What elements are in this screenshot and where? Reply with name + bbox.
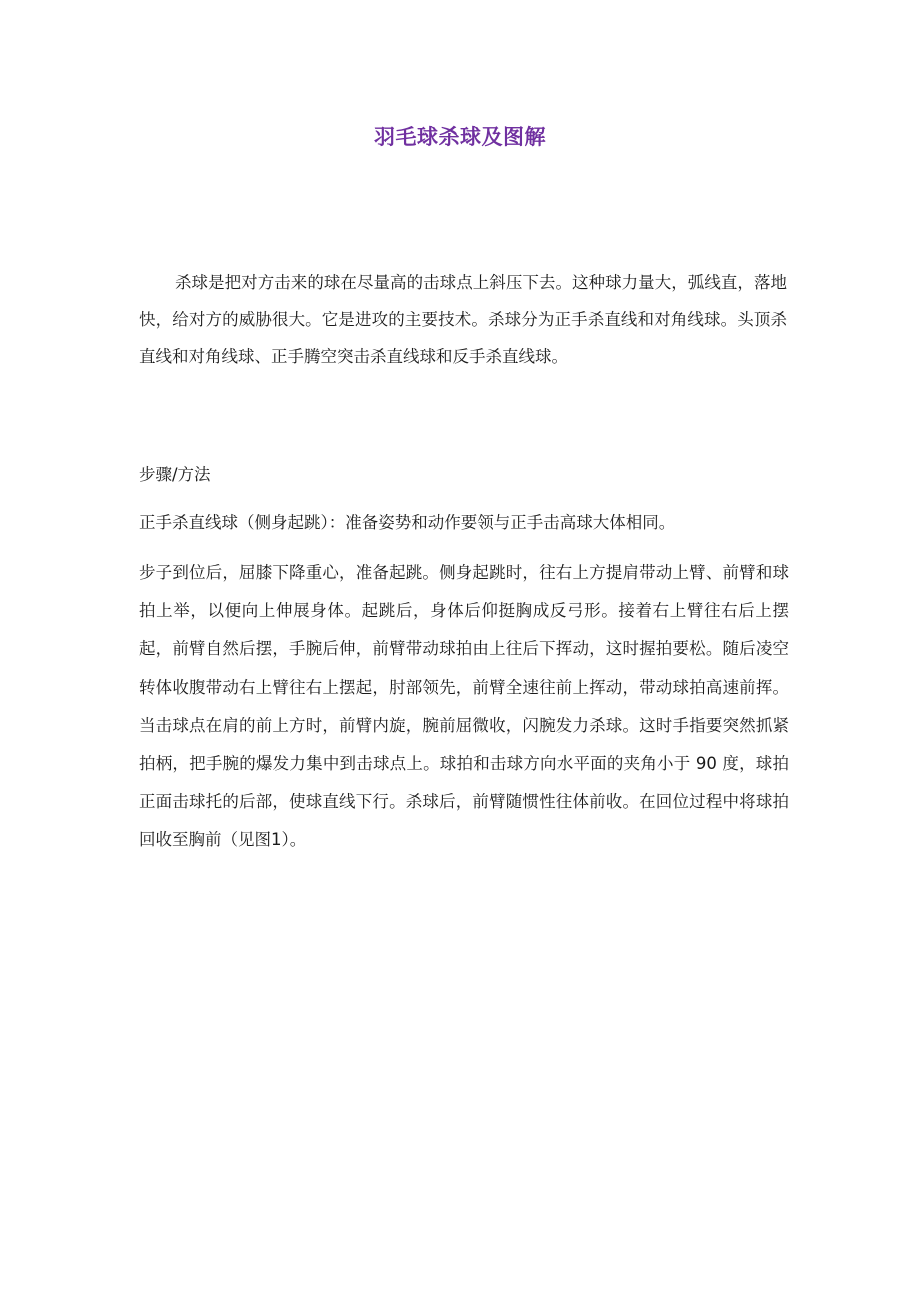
section-heading: 步骤/方法 bbox=[139, 465, 211, 484]
body-paragraph: 步子到位后，屈膝下降重心，准备起跳。侧身起跳时，往右上方提肩带动上臂、前臂和球拍上举，以便向上伸展身体。起跳后，身体后仰挺胸成反弓形。接着右上臂往右后上摆起，前臂自然后摆，手腕后伸，前臂带动球拍由上往后下挥动，这时握拍要松。随后凌空转体收腹带动右上臂往右上摆起，肘部领先，前臂全速往前上挥动，带动球拍高速前挥。当击球点在肩的前上方时，前臂内旋，腕前屈微收，闪腕发力杀球。这时手指要突然抓紧拍柄，把手腕的爆发力集中到击球点上。球拍和击球方向水平面的夹角小于 90 度，球拍正面击球托的后部，使球直线下行。杀球后，前臂随惯性往体前收。在回位过程中将球拍回收至胸前（见图1）。 bbox=[139, 563, 789, 850]
technique-subheading: 正手杀直线球（侧身起跳）：准备姿势和动作要领与正手击高球大体相同。 bbox=[139, 513, 676, 532]
intro-paragraph: 杀球是把对方击来的球在尽量高的击球点上斜压下去。这种球力量大，弧线直，落地快，给对方的威胁很大。它是进攻的主要技术。杀球分为正手杀直线和对角线球。头顶杀直线和对角线球、正手腾空突击杀直线球和反手杀直线球。 bbox=[139, 273, 787, 366]
document-title: 羽毛球杀球及图解 bbox=[374, 125, 546, 149]
